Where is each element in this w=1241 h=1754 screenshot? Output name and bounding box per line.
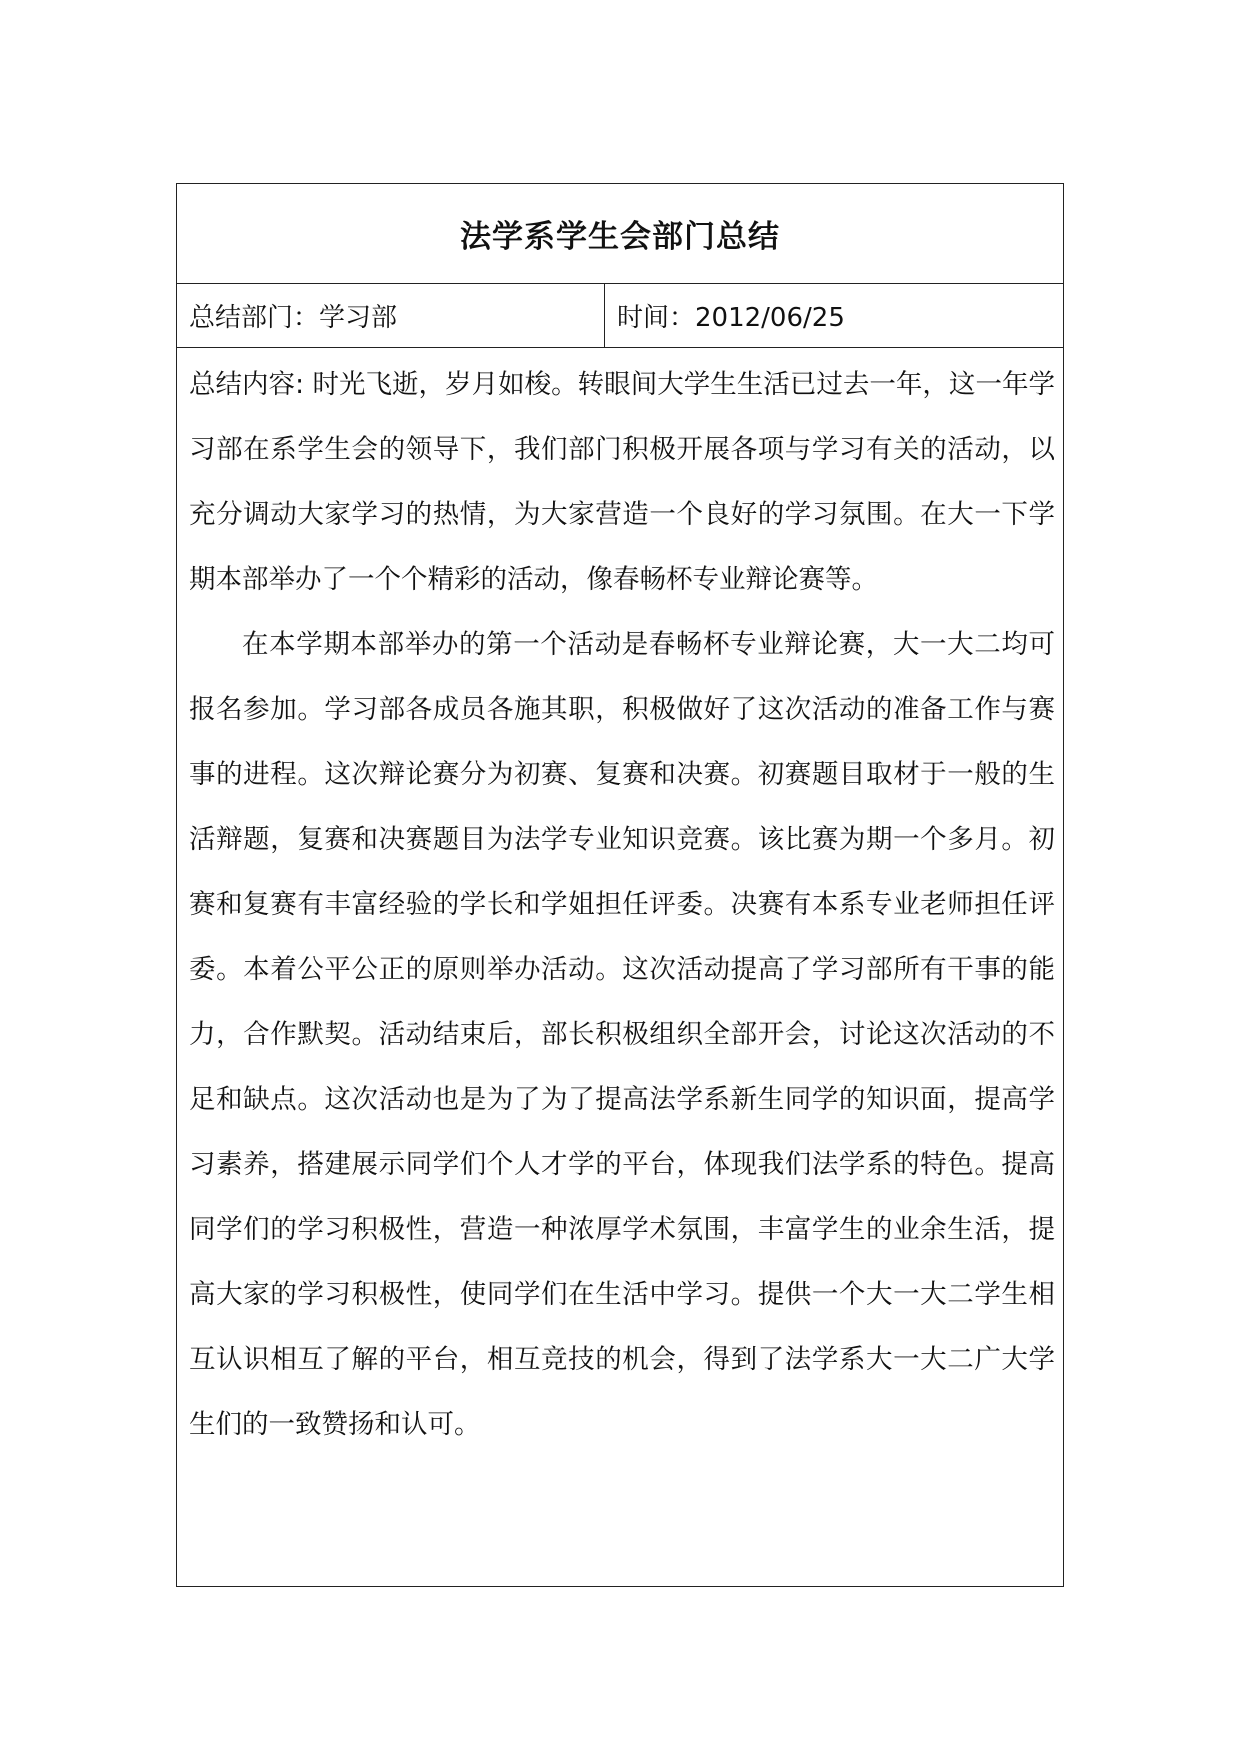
department-cell	[177, 284, 605, 347]
title-row	[177, 184, 1063, 284]
content-paragraph-2: 在本学期本部举办的第一个活动是春畅杯专业辩论赛，大一大二均可报名参加。学习部各成员各施其职，积极做好了这次活动的准备工作与赛事的进程。这次辩论赛分为初赛、复赛和决赛。初赛题目取材于一般的生活辩题，复赛和决赛题目为法学专业知识竞赛。该比赛为期一个多月。初赛和复赛有丰富经验的学长和学姐担任评委。决赛有本系专业老师担任评委。本着公平公正的原则举办活动。这次活动提高了学习部所有干事的能力，合作默契。活动结束后，部长积极组织全部开会，讨论这次活动的不足和缺点。这次活动也是为了为了提高法学系新生同学的知识面，提高学习素养，搭建展示同学们个人才学的平台，体现我们法学系的特色。提高同学们的学习积极性，营造一种浓厚学术氛围，丰富学生的业余生活，提高大家的学习积极性，使同学们在生活中学习。提供一个大一大二学生相互认识相互了解的平台，相互竞技的机会，得到了法学系大一大二广大学生们的一致赞扬和认可。	[189, 629, 1055, 1440]
department-label: 总结部门：学习部	[189, 303, 398, 333]
date-cell	[605, 284, 1063, 347]
content-paragraph-1: 总结内容: 时光飞逝，岁月如梭。转眼间大学生生活已过去一年，这一年学习部在系学生会的领导下，我们部门积极开展各项与学习有关的活动，以充分调动大家学习的热情，为大家营造一个良好的学习氛围。在大一下学期本部举办了一个个精彩的活动，像春畅杯专业辩论赛等。	[189, 369, 1055, 595]
content-cell	[177, 352, 1063, 1457]
date-label: 时间：2012/06/25	[617, 303, 845, 333]
document-title: 法学系学生会部门总结	[460, 219, 780, 255]
summary-table	[176, 183, 1064, 1587]
meta-row	[177, 284, 1063, 348]
